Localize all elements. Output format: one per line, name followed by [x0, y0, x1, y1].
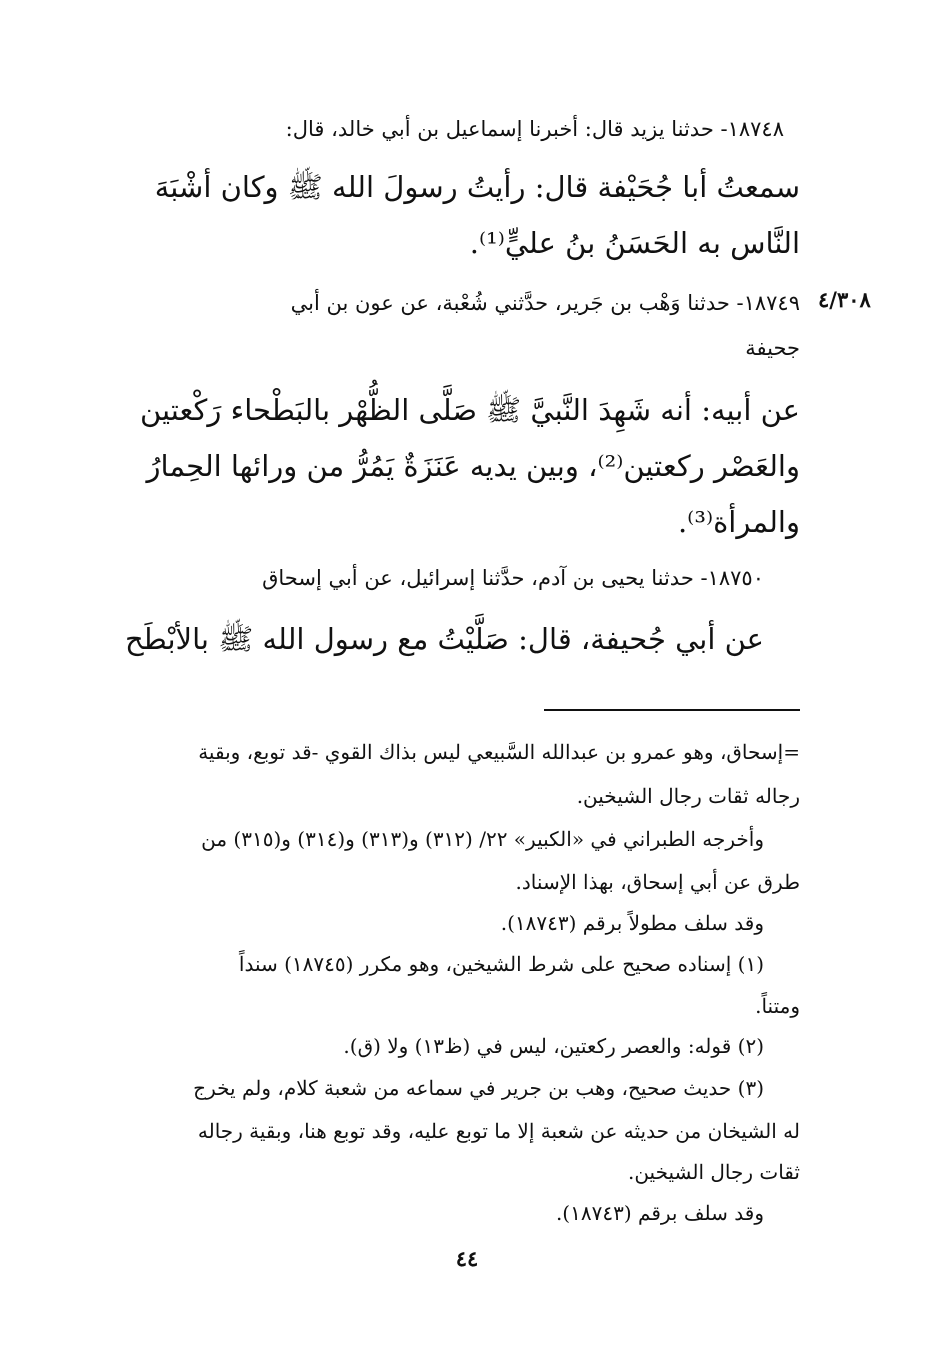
- hadith-18749-chain-line1: ١٨٧٤٩- حدثنا وَهْب بن جَرير، حدَّثني شُعْبة، عن عون بن أبي: [290, 291, 800, 315]
- footnote-2: (٢) قوله: والعصر ركعتين، ليس في (ظ١٣) ولا (ق).: [343, 1034, 764, 1058]
- hadith-18748-text-line1: سمعتُ أبا جُحَيْفة قال: رأيتُ رسولَ الله ﷺ وكان أشْبَهَ: [154, 170, 800, 204]
- footnote-1-line1: (١) إسناده صحيح على شرط الشيخين، وهو مكرر (١٨٧٤٥) سنداً: [238, 952, 764, 976]
- footnote-3-line3: ثقات رجال الشيخين.: [627, 1160, 800, 1184]
- footnote-salaf-2: وقد سلف برقم (١٨٧٤٣).: [555, 1201, 764, 1225]
- footnote-continuation-line1: =إسحاق، وهو عمرو بن عبدالله السَّبيعي ليس بذاك القوي -قد توبع، وبقية: [198, 740, 800, 764]
- hadith-18749-text-line2: والعَصْر ركعتين⁽²⁾، وبين يديه عَنَزَةٌ يَمُرُّ من ورائها الحِمارُ: [146, 449, 800, 483]
- margin-volume-page-ref: ٤/٣٠٨: [818, 287, 871, 312]
- hadith-18750-chain: ١٨٧٥٠- حدثنا يحيى بن آدم، حدَّثنا إسرائيل، عن أبي إسحاق: [262, 566, 764, 590]
- hadith-18748-text-line2: النَّاس به الحَسَنُ بنُ عليٍّ⁽¹⁾.: [469, 226, 800, 260]
- hadith-18748-chain: ١٨٧٤٨- حدثنا يزيد قال: أخبرنا إسماعيل بن أبي خالد، قال:: [285, 117, 784, 141]
- page-number: ٤٤: [455, 1246, 479, 1271]
- footnote-3-line2: له الشيخان من حديثه عن شعبة إلا ما توبع عليه، وقد توبع هنا، وبقية رجاله: [197, 1119, 800, 1143]
- footnote-takhrij-line2: طرق عن أبي إسحاق، بهذا الإسناد.: [515, 870, 800, 894]
- footnote-salaf-1: وقد سلف مطولاً برقم (١٨٧٤٣).: [500, 911, 764, 935]
- hadith-18749-text-line1: عن أبيه: أنه شَهِدَ النَّبيَّ ﷺ صَلَّى الظُّهْر بالبَطْحاء رَكْعتين: [139, 393, 800, 427]
- footnote-1-line2: ومتناً.: [755, 994, 800, 1018]
- footnote-takhrij-line1: وأخرجه الطبراني في «الكبير» ٢٢/ (٣١٢) و(٣١٣) و(٣١٤) و(٣١٥) من: [201, 827, 764, 851]
- footnote-continuation-line2: رجاله ثقات رجال الشيخين.: [576, 784, 800, 808]
- hadith-18749-chain-line2: جحيفة: [745, 336, 800, 360]
- footnote-3-line1: (٣) حديث صحيح، وهب بن جرير في سماعه من شعبة كلام، ولم يخرج: [193, 1076, 764, 1100]
- footnote-separator-rule: [544, 709, 800, 711]
- hadith-18749-text-line3: والمرأة⁽³⁾.: [677, 505, 800, 539]
- hadith-18750-text-line1: عن أبي جُحيفة، قال: صَلَّيْتُ مع رسول الله ﷺ بالأبْطَح: [124, 622, 764, 656]
